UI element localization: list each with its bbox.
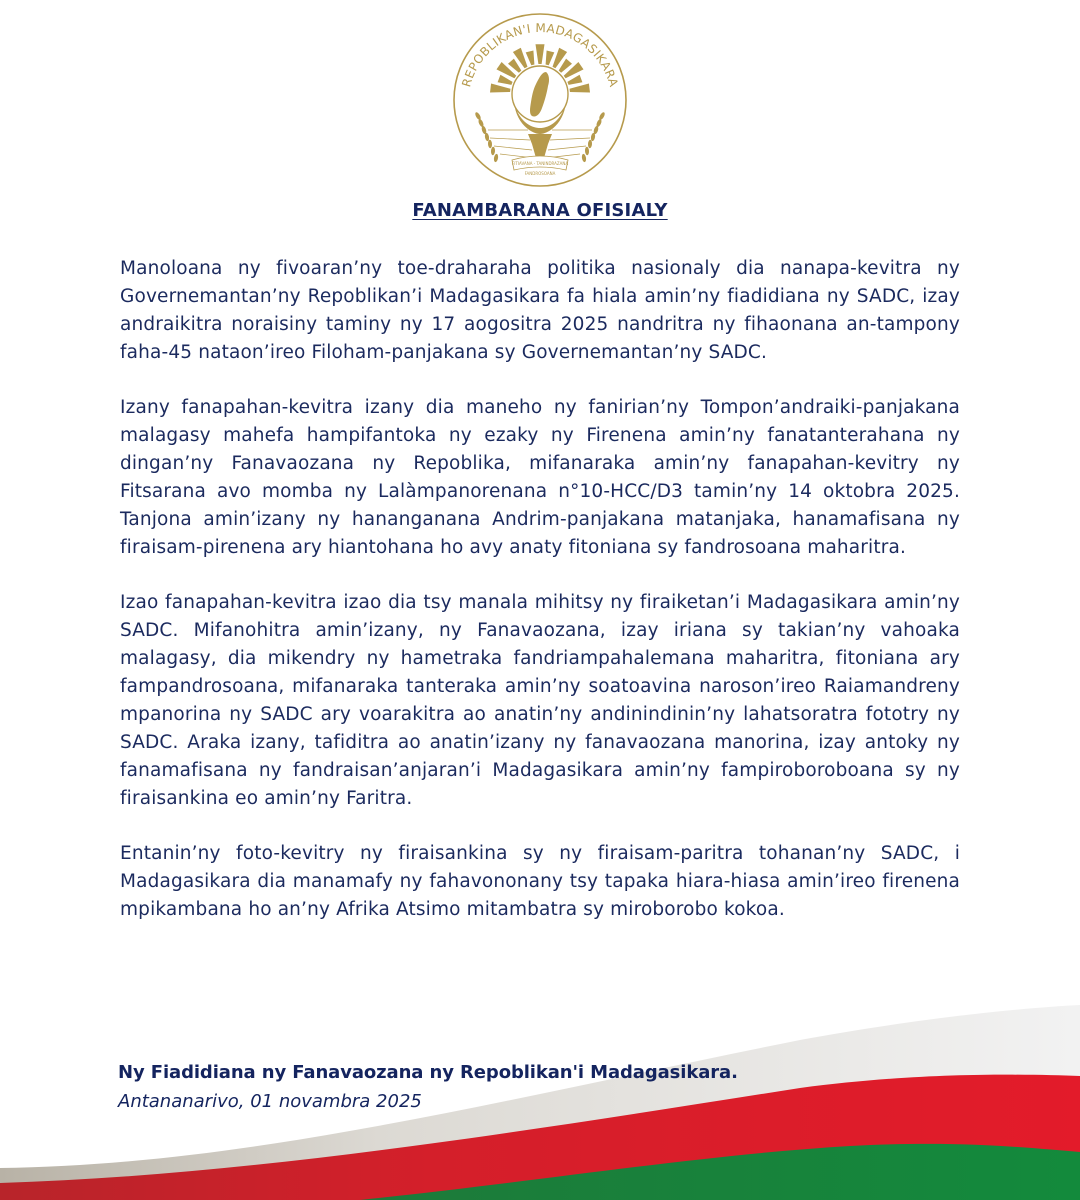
seal-motto-line1: FITIAVANA - TANINDRAZANA [511, 161, 569, 166]
zebu-head-icon [528, 134, 552, 158]
laurel-leaf [581, 154, 586, 163]
statement-body [120, 255, 960, 951]
seal-motto-line2: FANDROSOANA [524, 171, 556, 176]
laurel-leaf [493, 154, 498, 163]
laurel-leaf [488, 140, 492, 149]
document-title: FANAMBARANA OFISIALY [412, 200, 668, 221]
laurel-leaf [598, 111, 606, 120]
seal-sun-ray [567, 75, 582, 85]
laurel-left-icon [474, 111, 499, 162]
seal-sun-ray [490, 84, 511, 93]
paragraph: Entanin’ny foto-kevitry ny firaisankina sy ny firaisam-paritra tohanan’ny SADC, i Madagasikara dia manamafy ny fahavononany tsy tapaka hiara-hiasa amin’ireo firenena mpikambana ho an’ny Afrika Atsimo mitambatra sy miroborobo kokoa. [120, 843, 960, 920]
laurel-right-icon [581, 111, 606, 162]
seal-sun-ray [570, 84, 591, 93]
signatory: Ny Fiadidiana ny Fanavaozana ny Repoblikan'i Madagasikara. [118, 1062, 738, 1083]
place-and-date: Antananarivo, 01 novambra 2025 [118, 1091, 422, 1112]
seal-sun-ray [546, 51, 555, 66]
paragraph: Izany fanapahan-kevitra izany dia maneho ny fanirian’ny Tompon’andraiki-panjakana malagasy mahefa hampifantoka ny ezaky ny Firenena amin’ny fanatanterahana ny dingan’ny Fanavaozana ny Repoblika, mifanaraka amin’ny fanapahan-kevitry ny Fitsarana avo momba ny Lalàmpanorenana n°10-HCC/D3 tamin’ny 14 oktobra 2025. Tanjona amin’izany ny hananganana Andrim-panjakana matanjaka, hanamafisana ny firaisam-pirenena ary hiantohana ho avy anaty fitoniana sy fandrosoana maharitra. [120, 397, 960, 558]
seal-sun-ray [498, 75, 513, 85]
laurel-leaf [474, 111, 482, 120]
seal-sun-ray [526, 51, 535, 66]
paragraph: Manoloana ny fivoaran’ny toe-draharaha politika nasionaly dia nanapa-kevitra ny Governemantan’ny Repoblikan’i Madagasikara fa hiala amin’ny fiadidiana ny SADC, izay andraikitra noraisiny taminy ny 17 aogositra 2025 nandritra ny fihaonana an-tampony faha-45 nataon’ireo Filoham-panjakana sy Governemantan’ny SADC. [120, 258, 960, 363]
laurel-leaf [585, 147, 589, 156]
seal-sun-ray [536, 44, 545, 64]
laurel-leaf [491, 147, 495, 156]
paragraph: Izao fanapahan-kevitra izao dia tsy manala mihitsy ny firaiketan’i Madagasikara amin’ny SADC. Mifanohitra amin’izany, ny Fanavaozana, izay iriana sy takian’ny vahoaka malagasy, dia mikendry ny hametraka fandriampahalemana maharitra, fitoniana ary fampandrosoana, mifanaraka tanteraka amin’ny soatoavina naroson’ireo Raiamandreny mpanorina ny SADC ary voarakitra ao anatin’ny andinindinin’ny lahatsoratra fototry ny SADC. Araka izany, tafiditra ao anatin’izany ny fanavaozana manorina, izay antoky ny fanamafisana ny fandraisan’anjaran’i Madagasikara amin’ny fampiroboroboana sy ny firaisankina eo amin’ny Faritra. [120, 592, 960, 809]
republic-seal-logo [452, 12, 628, 188]
seal-ring-text: REPOBLIKAN'I MADAGASIKARA [459, 20, 621, 89]
laurel-leaf [588, 140, 592, 149]
